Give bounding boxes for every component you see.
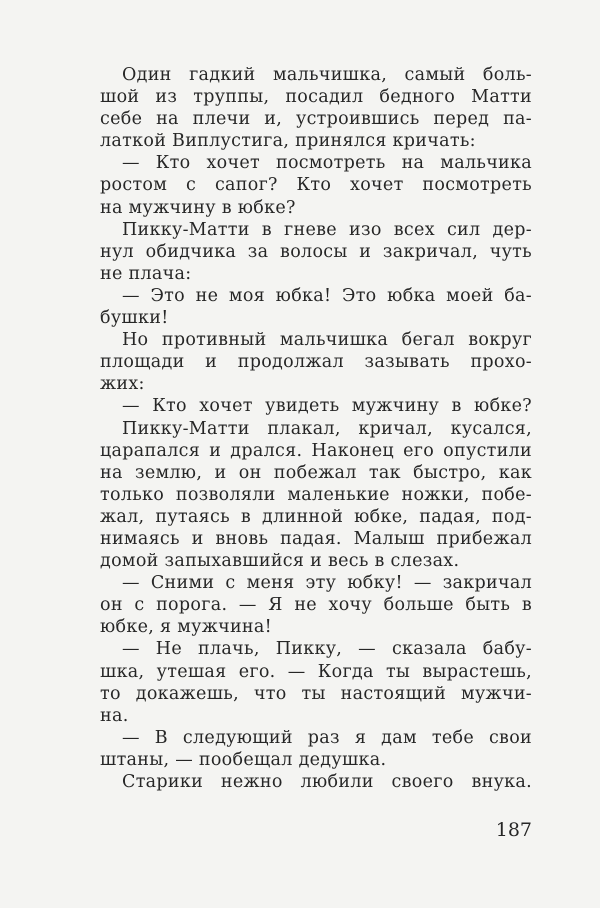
- text-line: юбке, я мужчина!: [100, 617, 272, 638]
- text-line: шка, утешая его. — Когда ты вырастешь,: [100, 661, 532, 682]
- text-line: — Не плачь, Пикку, — сказала бабу-: [122, 639, 532, 660]
- text-line: себе на плечи и, устроившись перед па-: [100, 109, 532, 130]
- text-line: площади и продолжал зазывать прохо-: [100, 352, 532, 373]
- text-line: — Это не моя юбка! Это юбка моей ба-: [122, 285, 532, 306]
- text-line: на землю, и он побежал так быстро, как: [100, 462, 532, 483]
- text-line: он с порога. — Я не хочу больше быть в: [100, 595, 532, 616]
- text-line: Пикку-Матти в гневе изо всех сил дер-: [122, 219, 532, 240]
- text-line: латкой Виплустига, принялся кричать:: [100, 131, 476, 152]
- text-line: только позволяли маленькие ножки, побе-: [100, 484, 532, 505]
- text-line: нул обидчика за волосы и закричал, чуть: [100, 241, 532, 262]
- text-line: жих:: [100, 374, 145, 395]
- text-line: — Кто хочет увидеть мужчину в юбке?: [122, 396, 532, 417]
- text-line: домой запыхавшийся и весь в слезах.: [100, 551, 460, 572]
- text-line: то докажешь, что ты настоящий мужчи-: [100, 683, 532, 704]
- text-line: шой из труппы, посадил бедного Матти: [100, 87, 532, 108]
- text-line: Но противный мальчишка бегал вокруг: [122, 330, 532, 351]
- text-line: ростом с сапог? Кто хочет посмотреть: [100, 175, 532, 196]
- text-line: Один гадкий мальчишка, самый боль-: [122, 65, 532, 85]
- text-line: — Кто хочет посмотреть на мальчика: [122, 153, 532, 174]
- text-line: Старики нежно любили своего внука.: [122, 772, 532, 792]
- page-number: 187: [495, 819, 532, 841]
- text-line: Пикку-Матти плакал, кричал, кусался,: [122, 418, 532, 439]
- text-line: на.: [100, 705, 129, 726]
- text-line: нимаясь и вновь падая. Малыш прибежал: [100, 528, 532, 549]
- text-line: на мужчину в юбке?: [100, 197, 296, 218]
- text-line: — В следующий раз я дам тебе свои: [122, 727, 532, 748]
- text-line: жал, путаясь в длинной юбке, падая, под-: [100, 506, 532, 527]
- text-line: царапался и дрался. Наконец его опустили: [100, 440, 532, 461]
- text-line: не плача:: [100, 263, 192, 284]
- page-body-text: [100, 64, 532, 793]
- text-line: — Сними с меня эту юбку! — закричал: [122, 573, 532, 594]
- text-line: бушки!: [100, 308, 169, 329]
- text-line: штаны, — пообещал дедушка.: [100, 749, 387, 770]
